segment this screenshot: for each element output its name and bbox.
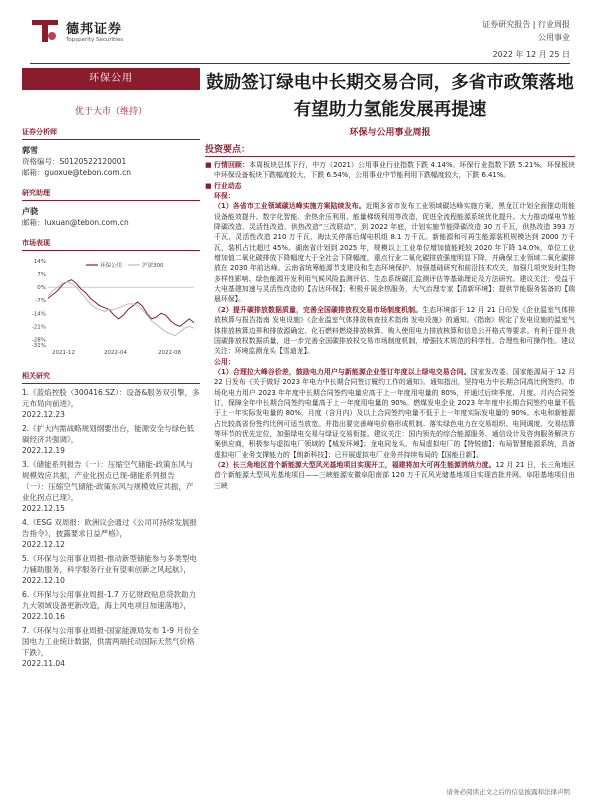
legend-label: 沪深300 <box>142 263 164 269</box>
related-report[interactable]: 5.《环保与公用事业周报-推动新型储能参与多类型电力辅助服务，科学服务行业有望乘创新之风起航》， 2022.12.10 <box>22 554 197 585</box>
x-tick-label: 2022-04 <box>104 350 127 356</box>
env-label: 环保： <box>214 192 235 201</box>
y-tick-label: -31% <box>31 343 46 349</box>
related-report[interactable]: 4.《ESG 双周报：欧洲议会通过《公司可持续发展报告指令》，披露要求日益严格》， 2022.12.12 <box>22 518 197 549</box>
y-tick-label: 0% <box>37 285 46 292</box>
assistant-email[interactable]: 邮箱：luxuan@tebon.com.cn <box>22 218 129 227</box>
related-list <box>22 387 200 669</box>
company-logo <box>30 16 123 44</box>
tebon-logo-icon <box>30 16 60 44</box>
series-line-0 <box>48 280 194 327</box>
bullet-market-review: ■ 行情回顾：本周板块总体下行，中万（2021）公用事业行业指数下跌 4.14%。环保行业指数下跌 5.21%。环保板块中环保设备板块下跌幅度较大，下跌 6.54%，公用事业中节能利用下跌幅度较大，下跌 6.41%。 <box>205 161 575 180</box>
y-tick-label: -7% <box>35 298 46 305</box>
assistant-section-head: 研究助理 <box>22 188 200 201</box>
y-tick-label: -14% <box>31 311 46 318</box>
y-tick-label: -21% <box>31 324 46 331</box>
body-text <box>205 160 575 491</box>
assistant-name: 卢骁 <box>22 207 38 216</box>
series-line-1 <box>48 282 194 336</box>
y-tick-label: -28% <box>31 337 46 344</box>
rating: 优于大市（维持） <box>74 107 147 117</box>
env-para-1: （1）各省市工业领域碳达峰实施方案陆续发布。近期多省市发布工业领域碳达峰实施方案，黑龙江计划全面推动用能设备能效提升、数字化智能、余热余压利用、能量梯级利用等改造，促进全流程能源系统优化提升。大力推动煤电节能降碳改造、灵活性改造、供热改造“三改联动”，到 2022 年底，计划实施节能降碳改造 30 万千瓦，供热改造 393 万千瓦，灵活性改造 210 万千瓦，淘汰关停落后煤电机组 8.1 万千瓦。新能源和可再生能源装机规模达到 2000 万千瓦，装机占比超过 45%。湖南省计划到 2025 年，规模以上工业单位增加值能耗较 2020 年下降 14.0%，单位工业增加值二氧化碳排放下降幅度大于全社会下降幅度，重点行业二氧化碳排放强度明显下降，并确保工业领域二氧化碳排放在 2030 年前达峰。云南省统筹能源节支建设和生态环境保护。加强基础研究和前沿技术攻关，加强几项突发时生物多样性影响、绿色能源开发利用气候风险监测评估、生态系统碳汇监测评估等基础理论及方法研究。建议关注：受益于大电基建加速与灵活性改造的【吉达环保】；积极开展余热服务，大气治理专家【清新环境】；提供节能服务装备的【瑞晨环保】。 <box>214 202 575 304</box>
utility-para-2: （2）长三角地区首个新能源大型风光基地项目实现开工，福建将加大可再生能源消纳力度。12 月 21 日，长三角地区首个新能源大型风光基地项目——三峡能源安徽阜阳南部 120 万千瓦风光储基地项目实现首批并网。阜阳基地项目由三峡 <box>214 460 575 490</box>
logo-name-cn: 德邦证券 <box>66 21 123 37</box>
utility-label: 公用： <box>214 357 235 366</box>
logo-name-en: Topsperity Securities <box>66 36 124 43</box>
y-tick-label: 14% <box>33 259 46 265</box>
market-section-head: 市场表现 <box>22 238 200 251</box>
market-chart-svg <box>22 253 200 363</box>
related-section-head: 相关研究 <box>22 371 200 384</box>
header-divider <box>30 63 570 64</box>
report-subtitle: 环保与公用事业周报 <box>349 128 431 138</box>
report-header-info <box>482 18 570 61</box>
y-tick-label: 7% <box>37 272 46 279</box>
x-tick-label: 2021-12 <box>52 350 75 356</box>
footer-disclaimer: 请务必阅读正文之后的信息披露和法律声明 <box>446 788 570 796</box>
report-date: 2022 年 12 月 25 日 <box>492 50 570 59</box>
related-report[interactable]: 1.《蓝焰控股（300416.SZ）：设备&服务双引擎，多元布局向前进》， 2022.12.23 <box>22 388 200 419</box>
bullet-industry-news: ■ 行业动态 <box>205 181 242 190</box>
investment-highlights-head: 投资要点： <box>205 142 575 157</box>
main-content <box>205 70 575 491</box>
utility-para-1: （1）合理拉大峰谷价差，鼓励电力用户与新能源企业签订年度以上绿电交易合同。国家发改委、国家能源局于 12 月 22 日发布《关于做好 2023 年电力中长期合同签订履约工作的通知》。通知指出，坚持电力中长期合同高比例签约。市场化电力用户 2023 年年度中长期合同签约电量应高于上一年度用电量的 80%，并通过后续季度、月度、月内合同签订，保障全年中长期合同签约电量高于上一年度用电量的 90%。燃煤发电企业 2023 年年度中长期合同签约电量不低于上一年实际发电量的 80%，月度（含月内）及以上合同签约电量不低于上一年度实际发电量的 90%。水电和新能源占比较高省份签约比例可适当放宽。并指出要完善峰电价格形成机制。落实绿色电力在交易组织、电网调度、交易结算等环节的优先定位，加强绿电交易与绿证交易衔接。建议关注：国内领先的综合能源服务、通信设计及咨询服务解决方案供应商，积极参与虚拟电厂领域的【城发环境】；龙电同龙头、布局虚拟电厂的【特锐德】；布局智慧能源系统，具备虚拟电厂业务支撑能力的【朗新科技】；已开展虚拟电厂业务并持续布局的【国能日新】。 <box>214 367 575 459</box>
analyst-name: 郭雪 <box>22 146 38 155</box>
x-tick-label: 2022-08 <box>158 350 181 356</box>
analyst-cert: 资格编号：S0120522120001 <box>22 157 127 166</box>
legend-label: 环保公用 <box>100 263 123 269</box>
bullet-icon: ■ <box>205 161 212 169</box>
market-chart <box>22 253 200 363</box>
bullet-icon: ■ <box>205 181 212 190</box>
report-title: 鼓励签订绿电中长期交易合同，多省市政策落地有望助力氢能发展再提速 <box>206 73 574 120</box>
env-para-2: （2）提升碳排放数据质量，完善全国碳排放权交易市场制度机制。生态环境部于 12 月 21 日印发《企业温室气体排放核算与报告指南 发电设施》《企业温室气体排放核查技术指南 发电设施》的通知。《指南》规定了发电设施的温室气体排放核算边界和排放源确定、化石燃料燃烧排放核算、购入使用电力排放核算和信息公开格式等要求。有利于提升我国碳排放权数据质量，进一步完善全国碳排放权交易市场制度机制，增强技术规范的科学性、合理性和可操作性。建议关注：环境监测龙头【雪迪龙】。 <box>214 305 576 356</box>
industry-label: 公用事业 <box>538 33 570 42</box>
sector-tag: 环保公用 <box>22 68 200 90</box>
sidebar <box>22 68 200 669</box>
analyst-section-head: 证券分析师 <box>22 127 200 140</box>
related-report[interactable]: 2.《扩大内需战略规划纲要出台，能源安全与绿色低碳经济共强调》， 2022.12.19 <box>22 424 195 455</box>
related-report[interactable]: 7.《环保与公用事业周报-国家能源局发布 1-9 月份全国电力工业统计数据，供需两端托动国际天然气价格下跌》， 2022.11.04 <box>22 626 199 668</box>
analyst-email[interactable]: 邮箱：guoxue@tebon.com.cn <box>22 168 131 177</box>
related-report[interactable]: 3.《储能系列报告（一）：压缩空气储能-政策东风与规模效应共振，产业化拐点已现-储能系列报告（一）：压缩空气储能-政策东风与规模效应共振，产业化拐点已现》， 2022.12.15 <box>22 460 194 513</box>
related-report[interactable]: 6.《环保与公用事业周报-1.7 万亿财政贴息贷款助力九大领域设备更新改造，海上风电项目加速落地》， 2022.10.16 <box>22 590 197 621</box>
report-type: 证券研究报告 | 行业周报 <box>482 20 570 29</box>
